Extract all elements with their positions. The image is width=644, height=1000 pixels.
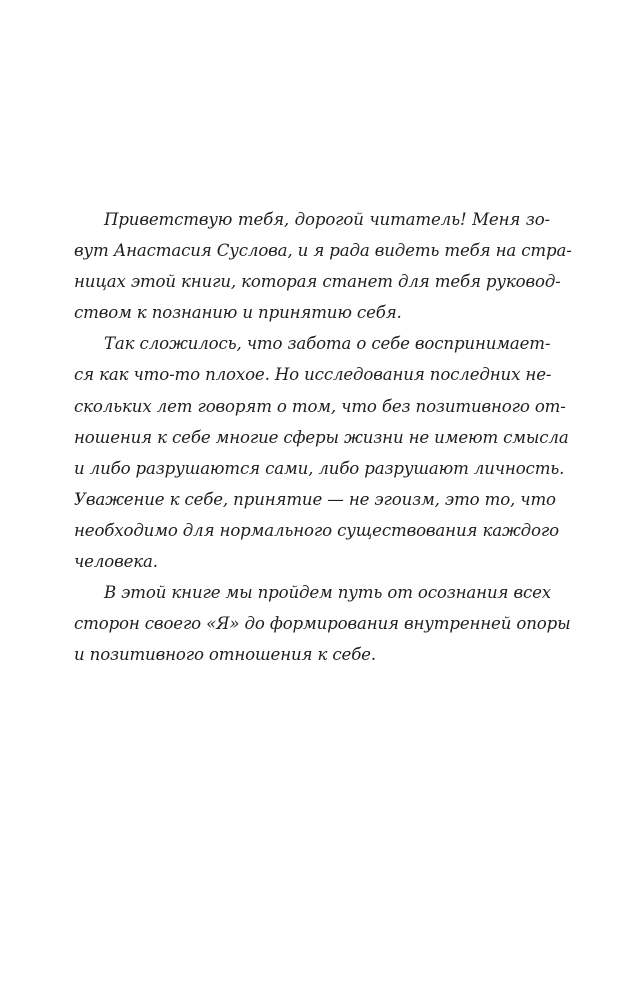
text-line: скольких лет говорят о том, что без позитивного от- (74, 396, 566, 416)
text-line: Приветствую тебя, дорогой читатель! Меня зо- (104, 210, 550, 229)
text-line: вут Анастасия Суслова, и я рада видеть тебя на стра- (74, 241, 572, 261)
paragraph-self-care (74, 328, 569, 577)
text-line: В этой книге мы пройдем путь от осознания всех (104, 583, 551, 603)
text-line: ницах этой книги, которая станет для тебя руковод- (74, 272, 561, 292)
text-line: человека. (74, 552, 158, 572)
text-line: необходимо для нормального существования каждого (74, 520, 559, 540)
text-line: Так сложилось, что забота о себе воспринимает- (104, 334, 551, 354)
text-line: ством к познанию и принятию себя. (74, 303, 402, 323)
paragraph-book-path (74, 577, 571, 670)
text-line: и либо разрушаются сами, либо разрушают личность. (74, 458, 565, 478)
paragraph-greeting (74, 204, 572, 328)
text-line: и позитивного отношения к себе. (74, 645, 376, 665)
text-line: Уважение к себе, принятие — не эгоизм, это то, что (74, 489, 556, 509)
text-line: сторон своего «Я» до формирования внутренней опоры (74, 614, 571, 634)
book-text (74, 204, 572, 670)
text-line: ношения к себе многие сферы жизни не имеют смысла (74, 427, 569, 447)
text-line: ся как что-то плохое. Но исследования последних не- (74, 365, 552, 385)
